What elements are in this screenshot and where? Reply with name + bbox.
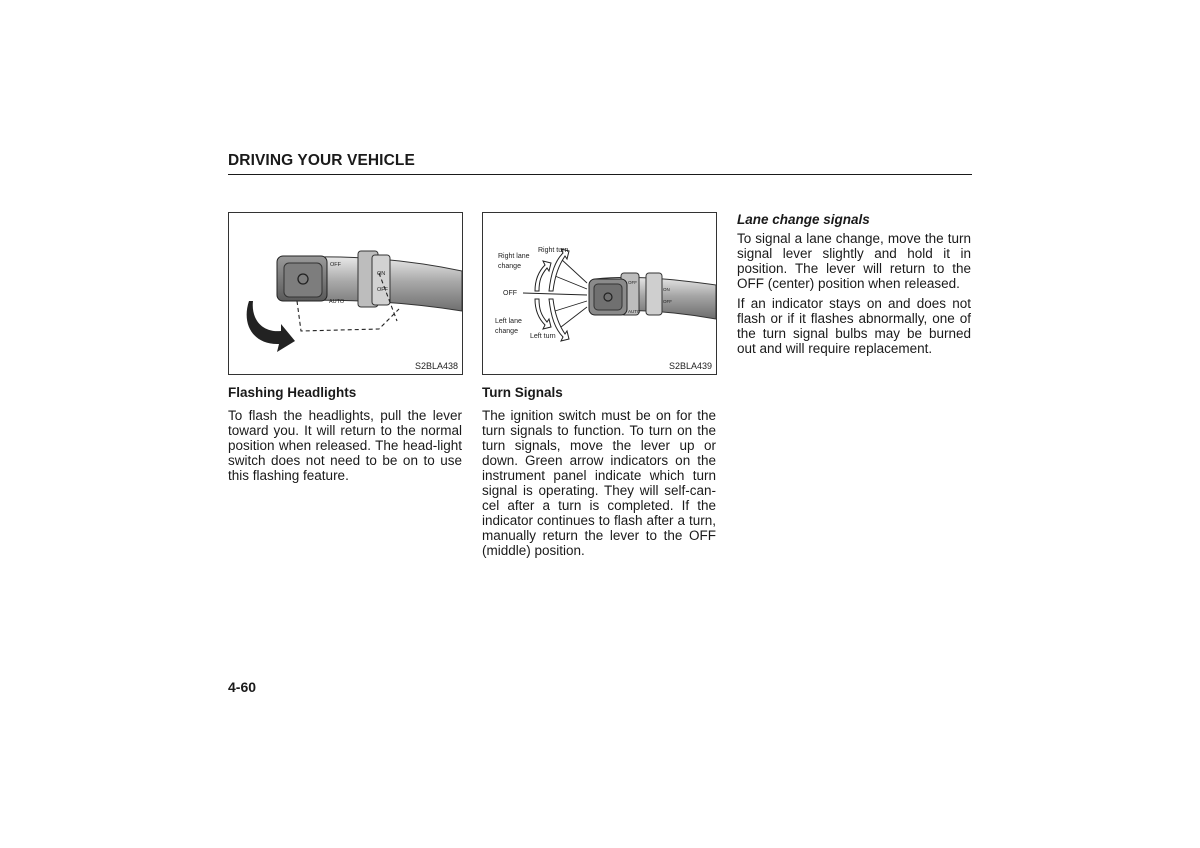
page-number: 4-60 <box>228 679 257 695</box>
left-lane-label-line1: Left lane <box>495 318 522 325</box>
lever-on-label: ON <box>663 287 670 292</box>
flashing-lever-illustration <box>229 213 462 374</box>
turn-signals-body: The ignition switch must be on for the turn signals to function. To turn on the turn signals, move the lever up or down. Green arrow indicators on the instrument panel indicate which turn signal is operating. They will self-can-cel after a turn is completed. If the indicator continues to flash after a turn, manually return the lever to the OFF (middle) position. <box>482 408 716 558</box>
off-position-label: OFF <box>503 290 517 297</box>
turn-signals-figure <box>482 212 717 375</box>
indicator-warning-body: If an indicator stays on and does not flash or if it flashes abnormally, one of the turn signal bulbs may be burned out and will require replacement. <box>737 296 971 356</box>
lever-auto-label: AUTO <box>628 309 641 314</box>
lane-change-heading: Lane change signals <box>737 212 870 227</box>
section-title: DRIVING YOUR VEHICLE <box>228 152 415 169</box>
header-rule <box>228 174 972 175</box>
figure-code: S2BLA438 <box>414 361 458 371</box>
lane-change-body: To signal a lane change, move the turn signal lever slightly and hold it in position. The lever will return to the OFF (center) position when released. <box>737 231 971 291</box>
left-lane-label-line2: change <box>495 328 518 335</box>
flashing-headlights-body: To flash the headlights, pull the lever toward you. It will return to the normal position when released. The head-light switch does not need to be on to use this flashing feature. <box>228 408 462 483</box>
figure-code: S2BLA439 <box>668 361 712 371</box>
turn-lever-illustration <box>483 213 716 374</box>
lever-off-label: OFF <box>628 280 637 285</box>
left-turn-label: Left turn <box>530 333 556 340</box>
flashing-on-label: ON <box>377 271 386 277</box>
right-turn-label: Right turn <box>538 247 569 254</box>
flashing-off-label: OFF <box>330 262 341 268</box>
flashing-headlights-heading: Flashing Headlights <box>228 385 357 400</box>
right-lane-label-line2: change <box>498 263 521 270</box>
right-lane-label-line1: Right lane <box>498 253 530 260</box>
turn-signals-heading: Turn Signals <box>482 385 563 400</box>
lever-off2-label: OFF <box>663 299 672 304</box>
flashing-off2-label: OFF <box>377 287 388 293</box>
flashing-headlights-figure <box>228 212 463 375</box>
flashing-auto-label: AUTO <box>329 299 345 305</box>
